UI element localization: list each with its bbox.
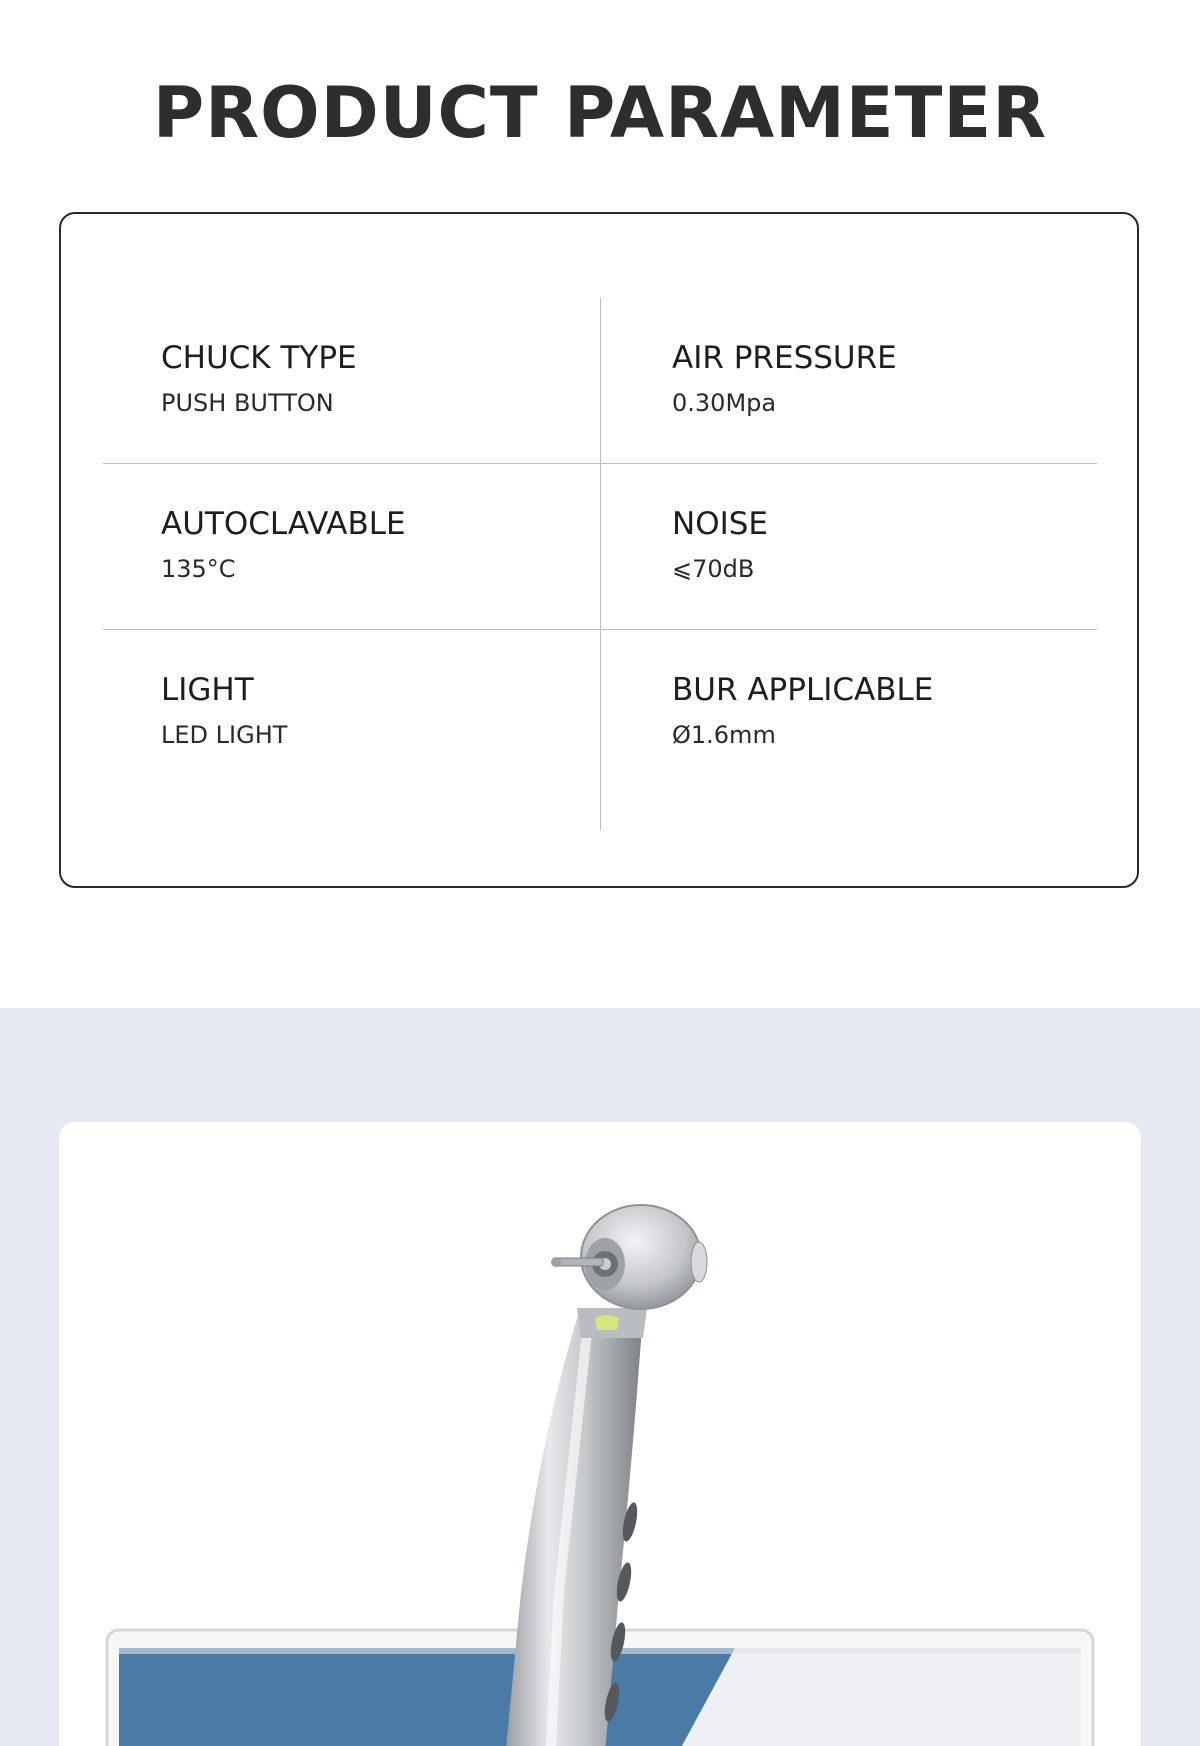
parameter-value: 135°C: [161, 555, 236, 583]
parameter-label: BUR APPLICABLE: [672, 672, 934, 708]
parameter-value: ⩽70dB: [672, 555, 755, 583]
parameter-value: LED LIGHT: [161, 721, 288, 749]
parameter-label: LIGHT: [161, 672, 254, 708]
parameter-label: AUTOCLAVABLE: [161, 506, 406, 542]
parameter-noise: [672, 506, 768, 583]
parameter-value: Ø1.6mm: [672, 721, 776, 749]
parameter-label: NOISE: [672, 506, 768, 542]
row-divider: [103, 463, 1097, 464]
parameter-chuck-type: [161, 340, 357, 417]
parameter-table: [59, 212, 1139, 888]
parameter-bur-applicable: [672, 672, 933, 749]
dental-handpiece-icon: [59, 1122, 1141, 1746]
page-title: PRODUCT PARAMETER: [152, 72, 1048, 154]
parameter-value: 0.30Mpa: [672, 389, 777, 417]
parameter-autoclavable: [161, 506, 406, 583]
column-divider: [600, 298, 601, 830]
row-divider: [103, 629, 1097, 630]
product-photo-panel: [59, 1122, 1141, 1746]
product-photo-section: [0, 1008, 1200, 1746]
parameter-label: AIR PRESSURE: [672, 340, 897, 376]
parameter-label: CHUCK TYPE: [161, 340, 357, 376]
parameter-light: [161, 672, 287, 749]
parameter-air-pressure: [672, 340, 897, 417]
parameter-value: PUSH BUTTON: [161, 389, 334, 417]
